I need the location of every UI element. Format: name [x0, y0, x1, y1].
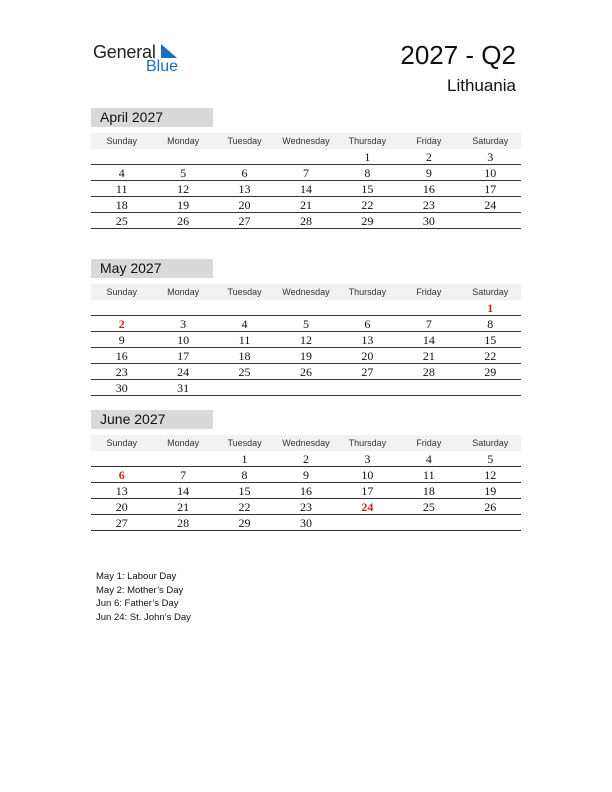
day-cell: 23 — [115, 365, 128, 379]
day-cell: 4 — [241, 317, 248, 331]
week-row — [91, 332, 521, 348]
weekday-label: Sunday — [106, 287, 137, 297]
holiday-day-cell: 2 — [118, 317, 125, 331]
day-cell: 21 — [299, 198, 312, 212]
day-cell: 9 — [118, 333, 125, 347]
weekday-label: Wednesday — [282, 438, 330, 448]
day-cell: 1 — [364, 150, 371, 164]
weekday-label: Tuesday — [227, 287, 262, 297]
day-cell: 22 — [238, 500, 251, 514]
week-row — [91, 213, 521, 229]
weekday-label: Monday — [167, 287, 200, 297]
weekday-label: Monday — [167, 438, 200, 448]
day-cell: 11 — [423, 468, 435, 482]
weekday-label: Friday — [416, 136, 442, 146]
day-cell — [152, 149, 213, 164]
day-cell: 14 — [177, 484, 190, 498]
weekday-label: Thursday — [348, 438, 387, 448]
weekday-label: Thursday — [348, 136, 387, 146]
day-cell — [275, 380, 336, 395]
day-cell — [460, 213, 521, 228]
weekday-header-row — [91, 133, 521, 149]
holiday-day-cell: 6 — [118, 468, 125, 482]
day-cell: 30 — [299, 516, 312, 530]
month-header: May 2027 — [91, 259, 213, 278]
day-cell: 21 — [177, 500, 190, 514]
day-cell: 22 — [361, 198, 374, 212]
day-cell: 29 — [361, 214, 374, 228]
day-cell: 19 — [299, 349, 312, 363]
week-row — [91, 380, 521, 396]
day-cell: 15 — [238, 484, 251, 498]
country-name: Lithuania — [446, 76, 516, 95]
day-cell — [214, 300, 275, 315]
day-cell — [337, 300, 398, 315]
day-cell: 16 — [299, 484, 312, 498]
day-cell — [460, 380, 521, 395]
day-cell: 12 — [177, 182, 190, 196]
weekday-label: Tuesday — [227, 438, 262, 448]
day-cell: 19 — [177, 198, 190, 212]
weekday-label: Sunday — [106, 438, 137, 448]
day-cell: 27 — [238, 214, 251, 228]
day-cell: 7 — [180, 468, 187, 482]
day-cell: 13 — [115, 484, 128, 498]
day-cell: 31 — [177, 381, 190, 395]
day-cell: 23 — [422, 198, 435, 212]
day-cell: 30 — [115, 381, 128, 395]
week-row — [91, 165, 521, 181]
day-cell: 8 — [364, 166, 371, 180]
logo-blue-text: Blue — [146, 58, 179, 75]
day-cell: 14 — [299, 182, 312, 196]
day-cell — [275, 149, 336, 164]
week-row — [91, 515, 521, 531]
holiday-notes — [96, 570, 191, 624]
day-cell: 1 — [241, 452, 248, 466]
day-cell: 9 — [425, 166, 432, 180]
day-cell — [398, 515, 459, 530]
day-cell — [275, 300, 336, 315]
week-row — [91, 316, 521, 332]
week-row — [91, 348, 521, 364]
day-cell: 8 — [487, 317, 494, 331]
day-cell: 28 — [177, 516, 190, 530]
logo — [93, 40, 193, 80]
weekday-label: Saturday — [472, 136, 509, 146]
day-cell: 14 — [422, 333, 435, 347]
day-cell: 26 — [484, 500, 497, 514]
month-header: April 2027 — [91, 108, 213, 127]
day-cell: 22 — [484, 349, 497, 363]
day-cell: 24 — [177, 365, 190, 379]
day-cell: 29 — [238, 516, 251, 530]
day-cell — [91, 451, 152, 466]
day-cell — [91, 149, 152, 164]
day-cell: 29 — [484, 365, 497, 379]
day-cell: 6 — [241, 166, 248, 180]
day-cell: 26 — [299, 365, 312, 379]
day-cell: 6 — [364, 317, 371, 331]
page-title: 2027 - Q2 — [400, 40, 516, 70]
day-cell: 4 — [118, 166, 125, 180]
weekday-header-row — [91, 284, 521, 300]
day-cell: 12 — [484, 468, 497, 482]
holiday-note: May 2: Mother’s Day — [96, 584, 184, 596]
day-cell: 15 — [361, 182, 374, 196]
week-row — [91, 181, 521, 197]
holiday-note: Jun 24: St. John’s Day — [96, 611, 191, 623]
day-cell: 7 — [425, 317, 432, 331]
day-cell: 18 — [238, 349, 251, 363]
day-cell: 10 — [361, 468, 374, 482]
week-row — [91, 300, 521, 316]
day-cell: 20 — [238, 198, 251, 212]
day-cell: 25 — [422, 500, 435, 514]
day-cell: 10 — [177, 333, 190, 347]
weekday-label: Monday — [167, 136, 200, 146]
day-cell: 26 — [177, 214, 190, 228]
week-row — [91, 467, 521, 483]
holiday-day-cell: 24 — [361, 500, 374, 514]
day-cell: 17 — [484, 182, 497, 196]
day-cell: 27 — [115, 516, 128, 530]
holiday-note: May 1: Labour Day — [96, 571, 177, 582]
day-cell: 13 — [238, 182, 251, 196]
week-row — [91, 451, 521, 467]
day-cell: 7 — [302, 166, 309, 180]
weekday-label: Friday — [416, 287, 442, 297]
day-cell: 21 — [422, 349, 435, 363]
day-cell — [152, 300, 213, 315]
day-cell: 23 — [299, 500, 312, 514]
day-cell: 3 — [364, 452, 371, 466]
day-cell — [152, 451, 213, 466]
day-cell: 8 — [241, 468, 248, 482]
day-cell: 10 — [484, 166, 497, 180]
day-cell: 19 — [484, 484, 497, 498]
day-cell: 13 — [361, 333, 374, 347]
day-cell: 20 — [115, 500, 128, 514]
month-header: June 2027 — [91, 410, 213, 429]
day-cell: 3 — [487, 150, 494, 164]
day-cell: 24 — [484, 198, 497, 212]
weekday-label: Thursday — [348, 287, 387, 297]
day-cell — [214, 380, 275, 395]
day-cell — [460, 515, 521, 530]
holiday-note: Jun 6: Father’s Day — [96, 598, 179, 609]
week-row — [91, 364, 521, 380]
weekday-label: Tuesday — [227, 136, 262, 146]
day-cell: 25 — [238, 365, 251, 379]
day-cell — [398, 300, 459, 315]
day-cell: 5 — [180, 166, 187, 180]
day-cell: 16 — [422, 182, 435, 196]
day-cell: 5 — [302, 317, 309, 331]
day-cell: 27 — [361, 365, 374, 379]
day-cell: 18 — [422, 484, 435, 498]
week-row — [91, 499, 521, 515]
month-may — [91, 259, 521, 396]
day-cell: 25 — [115, 214, 128, 228]
weekday-label: Saturday — [472, 287, 509, 297]
day-cell — [91, 300, 152, 315]
weekday-label: Wednesday — [282, 136, 330, 146]
day-cell: 2 — [425, 150, 432, 164]
day-cell: 28 — [299, 214, 312, 228]
day-cell — [398, 380, 459, 395]
weekday-label: Wednesday — [282, 287, 330, 297]
week-row — [91, 149, 521, 165]
day-cell — [337, 380, 398, 395]
day-cell: 11 — [115, 182, 128, 196]
day-cell: 2 — [302, 452, 309, 466]
holiday-day-cell: 1 — [487, 301, 494, 315]
day-cell: 15 — [484, 333, 497, 347]
weekday-label: Friday — [416, 438, 442, 448]
day-cell — [337, 515, 398, 530]
day-cell: 17 — [361, 484, 374, 498]
day-cell: 4 — [425, 452, 432, 466]
day-cell: 18 — [115, 198, 128, 212]
weekday-label: Saturday — [472, 438, 509, 448]
day-cell: 17 — [177, 349, 190, 363]
day-cell: 20 — [361, 349, 374, 363]
day-cell: 11 — [238, 333, 251, 347]
day-cell: 12 — [299, 333, 312, 347]
day-cell: 3 — [180, 317, 187, 331]
day-cell: 16 — [115, 349, 128, 363]
week-row — [91, 483, 521, 499]
day-cell: 28 — [422, 365, 435, 379]
day-cell: 30 — [422, 214, 435, 228]
month-june — [91, 410, 521, 531]
day-cell: 9 — [302, 468, 309, 482]
day-cell — [214, 149, 275, 164]
weekday-header-row — [91, 435, 521, 451]
day-cell: 5 — [487, 452, 494, 466]
logo-general-text: General — [93, 42, 156, 62]
weekday-label: Sunday — [106, 136, 137, 146]
week-row — [91, 197, 521, 213]
month-april — [91, 108, 521, 229]
